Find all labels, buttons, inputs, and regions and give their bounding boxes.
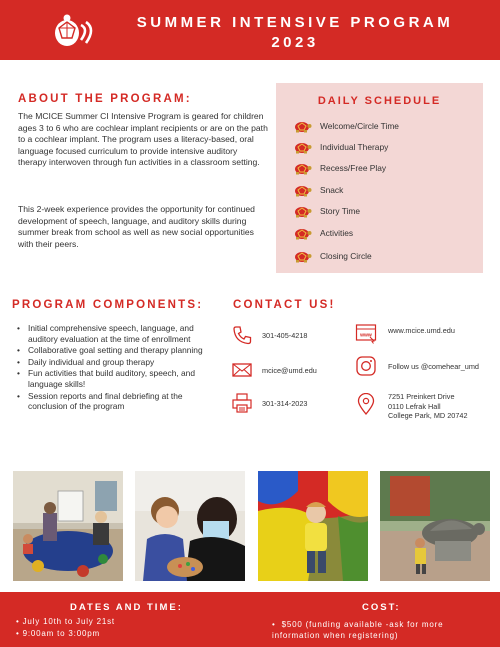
turtle-icon xyxy=(292,161,312,175)
components-list xyxy=(16,323,216,413)
turtle-icon xyxy=(292,249,312,263)
photo-therapist-child xyxy=(135,471,245,581)
svg-text:www: www xyxy=(360,332,372,339)
contact-phone[interactable]: 301-405-4218 xyxy=(262,331,308,340)
contact-fax: 301-314-2023 xyxy=(262,399,308,408)
cost-item: • $500 (funding available -ask for more information when registering) xyxy=(272,620,444,640)
list-item: • Collaborative goal setting and therapy planning xyxy=(16,345,216,356)
daily-schedule-box xyxy=(276,83,483,273)
list-item: • Initial comprehensive speech, language, and auditory evaluation at the time of enrollment xyxy=(16,323,216,344)
schedule-item: Recess/Free Play xyxy=(292,161,386,175)
about-paragraph-2: This 2-week experience provides the opportunity for continued development of speech, language, and auditory skills during summer break from school as well as new social opportunities with their peers. xyxy=(18,204,255,249)
contact-heading: CONTACT US! xyxy=(233,299,336,311)
location-pin-icon xyxy=(355,393,377,415)
list-item: • Session reports and final debriefing at the conclusion of the program xyxy=(16,391,216,412)
schedule-item: Snack xyxy=(292,183,343,197)
schedule-item: Story Time xyxy=(292,204,360,218)
turtle-icon xyxy=(292,119,312,133)
schedule-item: Closing Circle xyxy=(292,249,372,263)
about-paragraph-1: The MCICE Summer CI Intensive Program is geared for children ages 3 to 6 who are cochlear implant recipients or are on the path to a cochlear implant. The program uses a literacy-based, oral language focused curriculum to provide intensive auditory therapy interwoven through fun activities in a classroom setting. xyxy=(18,111,268,167)
turtle-icon xyxy=(292,204,312,218)
turtle-icon xyxy=(292,226,312,240)
schedule-item: Welcome/Circle Time xyxy=(292,119,399,133)
turtle-icon xyxy=(292,183,312,197)
components-heading: PROGRAM COMPONENTS: xyxy=(12,299,204,311)
contact-website[interactable]: www.mcice.umd.edu xyxy=(388,326,455,335)
fax-icon xyxy=(231,392,253,414)
photo-parachute-play xyxy=(258,471,368,581)
instagram-icon xyxy=(355,355,377,377)
header-banner xyxy=(0,0,500,60)
list-item: • Daily individual and group therapy xyxy=(16,357,216,368)
dates-heading: DATES AND TIME: xyxy=(70,602,183,613)
schedule-heading: DAILY SCHEDULE xyxy=(317,95,442,107)
contact-email[interactable]: mcice@umd.edu xyxy=(262,366,317,375)
dates-item: • July 10th to July 21st xyxy=(16,617,115,626)
email-icon xyxy=(231,359,253,381)
contact-instagram[interactable]: Follow us @comehear_umd xyxy=(388,362,479,371)
turtle-icon xyxy=(292,140,312,154)
footer-banner xyxy=(0,592,500,647)
about-heading: ABOUT THE PROGRAM: xyxy=(18,93,192,105)
photo-turtle-statue xyxy=(380,471,490,581)
contact-address: 7251 Preinkert Drive 0110 Lefrak Hall College Park, MD 20742 xyxy=(388,392,468,420)
page-year: 2023 xyxy=(271,34,319,51)
cost-heading: COST: xyxy=(362,602,401,613)
schedule-item: Activities xyxy=(292,226,353,240)
website-icon xyxy=(355,322,377,344)
list-item: • Fun activities that build auditory, speech, and language skills! xyxy=(16,368,216,389)
schedule-item: Individual Therapy xyxy=(292,140,388,154)
phone-icon xyxy=(231,324,253,346)
time-item: • 9:00am to 3:00pm xyxy=(16,629,100,638)
photo-classroom-circle xyxy=(13,471,123,581)
page-title: SUMMER INTENSIVE PROGRAM xyxy=(136,14,454,31)
